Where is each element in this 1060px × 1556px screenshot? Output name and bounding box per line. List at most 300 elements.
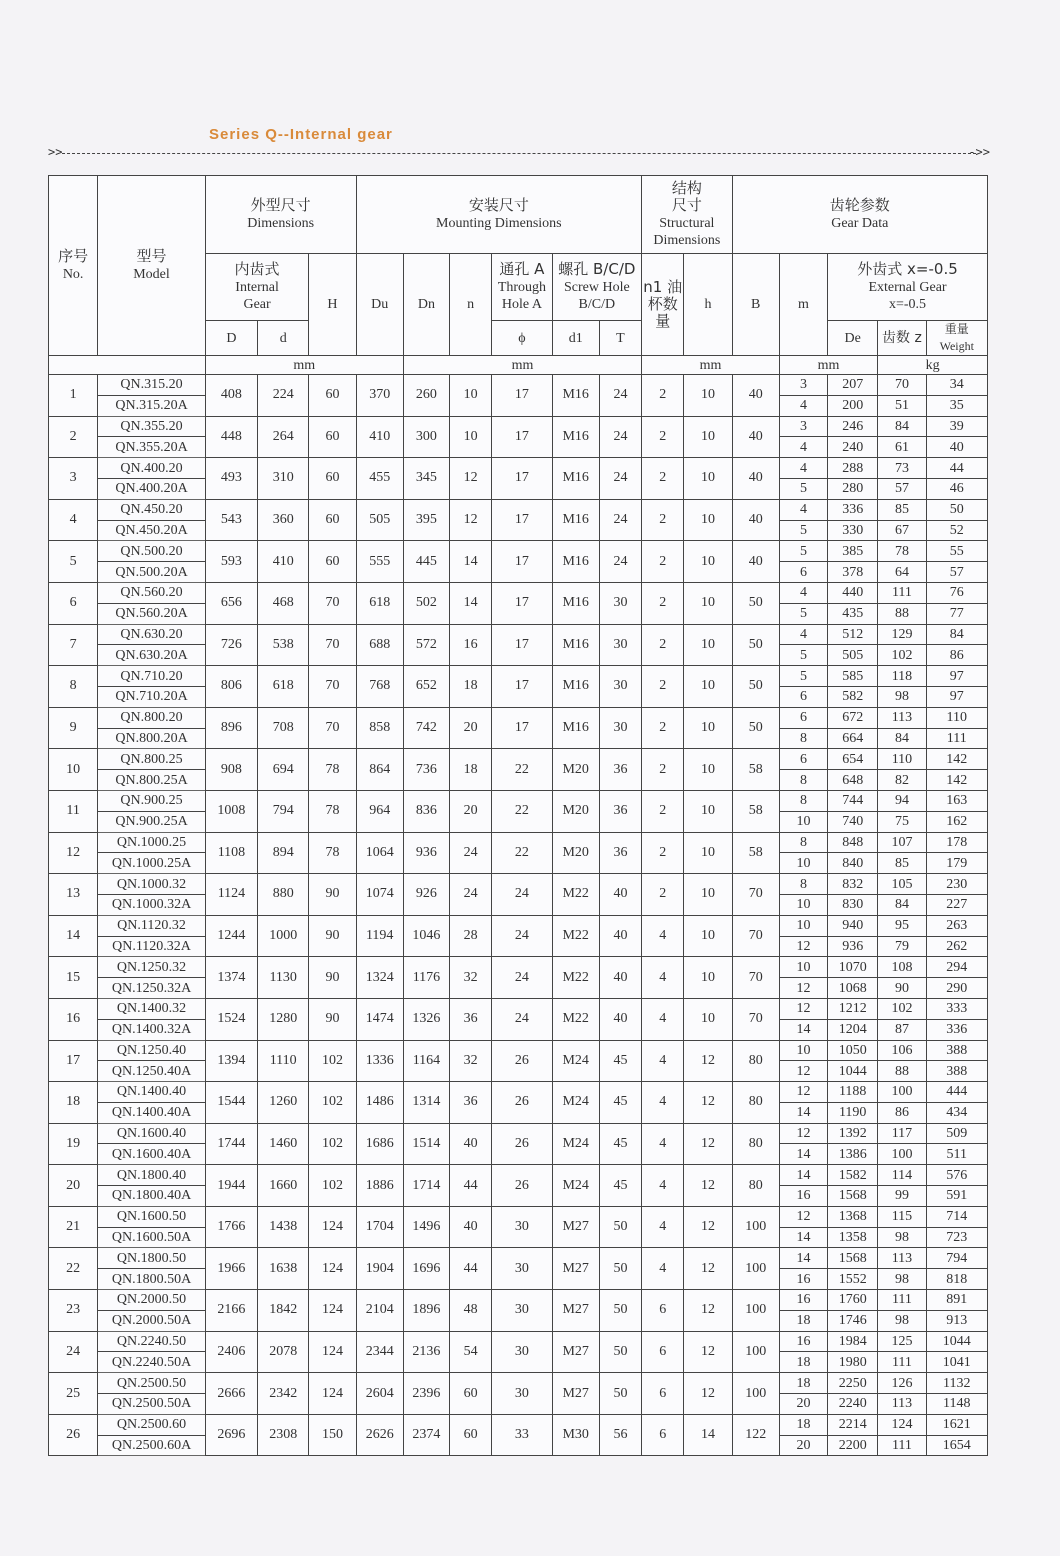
cell-n1: 2 xyxy=(642,874,684,916)
cell-b: 80 xyxy=(732,1165,779,1207)
cell-gear-weight: 723 xyxy=(926,1227,987,1248)
cell-phi: 22 xyxy=(492,790,552,832)
cell-t: 36 xyxy=(599,832,641,874)
cell-n: 18 xyxy=(450,749,492,791)
cell-gear-z: 111 xyxy=(878,582,926,603)
cell-n: 40 xyxy=(450,1123,492,1165)
cell-gear-de: 830 xyxy=(828,894,878,915)
header-n1-oil-cup: n1 油杯数量 xyxy=(642,254,684,356)
cell-n: 10 xyxy=(450,375,492,417)
cell-gear-de: 1552 xyxy=(828,1269,878,1290)
cell-dn: 2136 xyxy=(403,1331,449,1373)
cell-gear-de: 1070 xyxy=(828,957,878,978)
cell-gear-de: 1212 xyxy=(828,998,878,1019)
cell-model: QN.900.25 xyxy=(98,790,206,811)
cell-gear-m: 12 xyxy=(779,978,827,999)
cell-phi: 17 xyxy=(492,666,552,708)
cell-du: 505 xyxy=(356,499,403,541)
cell-d: 1744 xyxy=(205,1123,257,1165)
cell-d: 593 xyxy=(205,541,257,583)
cell-dn: 1176 xyxy=(403,957,449,999)
cell-gear-de: 1190 xyxy=(828,1102,878,1123)
cell-gear-m: 16 xyxy=(779,1269,827,1290)
cell-gear-m: 10 xyxy=(779,853,827,874)
cell-t: 24 xyxy=(599,541,641,583)
cell-h: 10 xyxy=(684,458,732,500)
cell-d: 726 xyxy=(205,624,257,666)
cell-gear-z: 78 xyxy=(878,541,926,562)
table-row xyxy=(49,582,988,603)
cell-d1: M16 xyxy=(552,541,599,583)
cell-gear-z: 100 xyxy=(878,1144,926,1165)
cell-no: 21 xyxy=(49,1206,98,1248)
cell-h: 12 xyxy=(684,1373,732,1415)
cell-phi: 17 xyxy=(492,707,552,749)
cell-phi: 26 xyxy=(492,1082,552,1124)
cell-model: QN.2240.50A xyxy=(98,1352,206,1373)
cell-gear-weight: 434 xyxy=(926,1102,987,1123)
cell-h: 10 xyxy=(684,832,732,874)
cell-gear-weight: 591 xyxy=(926,1186,987,1207)
cell-gear-m: 16 xyxy=(779,1186,827,1207)
cell-gear-de: 1568 xyxy=(828,1186,878,1207)
cell-dn: 572 xyxy=(403,624,449,666)
cell-gear-de: 840 xyxy=(828,853,878,874)
cell-h: 12 xyxy=(684,1206,732,1248)
cell-gear-de: 200 xyxy=(828,395,878,416)
cell-d: 1460 xyxy=(258,1123,309,1165)
cell-model: QN.900.25A xyxy=(98,811,206,832)
cell-n1: 2 xyxy=(642,458,684,500)
cell-model: QN.2500.50 xyxy=(98,1373,206,1394)
cell-gear-m: 4 xyxy=(779,499,827,520)
cell-gear-weight: 97 xyxy=(926,666,987,687)
cell-d: 2666 xyxy=(205,1373,257,1415)
cell-gear-de: 740 xyxy=(828,811,878,832)
cell-t: 30 xyxy=(599,624,641,666)
header-mounting: 安装尺寸 Mounting Dimensions xyxy=(356,176,642,254)
cell-gear-weight: 179 xyxy=(926,853,987,874)
cell-gear-de: 1386 xyxy=(828,1144,878,1165)
cell-n: 14 xyxy=(450,582,492,624)
cell-d1: M22 xyxy=(552,874,599,916)
cell-h: 90 xyxy=(309,957,356,999)
cell-gear-weight: 1044 xyxy=(926,1331,987,1352)
cell-model: QN.1800.40 xyxy=(98,1165,206,1186)
header-h: h xyxy=(684,254,732,356)
cell-n: 32 xyxy=(450,957,492,999)
cell-n1: 2 xyxy=(642,499,684,541)
cell-no: 15 xyxy=(49,957,98,999)
cell-n: 40 xyxy=(450,1206,492,1248)
cell-no: 17 xyxy=(49,1040,98,1082)
cell-gear-z: 61 xyxy=(878,437,926,458)
cell-model: QN.1120.32A xyxy=(98,936,206,957)
cell-du: 455 xyxy=(356,458,403,500)
cell-d1: M24 xyxy=(552,1082,599,1124)
cell-t: 45 xyxy=(599,1082,641,1124)
cell-d: 493 xyxy=(205,458,257,500)
cell-du: 410 xyxy=(356,416,403,458)
cell-model: QN.800.20A xyxy=(98,728,206,749)
header-screw-hole: 螺孔 B/C/D Screw Hole B/C/D xyxy=(552,254,642,321)
header-phi: ϕ xyxy=(492,321,552,356)
cell-gear-weight: 39 xyxy=(926,416,987,437)
cell-d: 694 xyxy=(258,749,309,791)
header-model: 型号 Model xyxy=(98,176,206,356)
cell-phi: 17 xyxy=(492,499,552,541)
cell-d: 468 xyxy=(258,582,309,624)
cell-model: QN.1400.32A xyxy=(98,1019,206,1040)
cell-du: 1474 xyxy=(356,998,403,1040)
cell-no: 12 xyxy=(49,832,98,874)
cell-d: 410 xyxy=(258,541,309,583)
cell-gear-weight: 263 xyxy=(926,915,987,936)
cell-d1: M30 xyxy=(552,1414,599,1456)
cell-gear-m: 4 xyxy=(779,437,827,458)
cell-gear-weight: 111 xyxy=(926,728,987,749)
cell-d: 1130 xyxy=(258,957,309,999)
cell-gear-de: 2200 xyxy=(828,1435,878,1456)
cell-gear-weight: 1148 xyxy=(926,1394,987,1415)
cell-gear-weight: 230 xyxy=(926,874,987,895)
cell-gear-weight: 46 xyxy=(926,478,987,499)
cell-gear-weight: 142 xyxy=(926,749,987,770)
table-row xyxy=(49,1206,988,1227)
cell-gear-z: 111 xyxy=(878,1290,926,1311)
cell-model: QN.1800.40A xyxy=(98,1186,206,1207)
cell-gear-de: 654 xyxy=(828,749,878,770)
cell-d: 264 xyxy=(258,416,309,458)
cell-dn: 652 xyxy=(403,666,449,708)
cell-n: 10 xyxy=(450,416,492,458)
cell-d: 360 xyxy=(258,499,309,541)
cell-d1: M16 xyxy=(552,375,599,417)
cell-model: QN.2500.60A xyxy=(98,1435,206,1456)
cell-gear-z: 95 xyxy=(878,915,926,936)
cell-d: 224 xyxy=(258,375,309,417)
cell-no: 22 xyxy=(49,1248,98,1290)
cell-n: 20 xyxy=(450,707,492,749)
cell-model: QN.1250.32 xyxy=(98,957,206,978)
cell-gear-de: 378 xyxy=(828,562,878,583)
cell-h: 10 xyxy=(684,375,732,417)
cell-du: 858 xyxy=(356,707,403,749)
cell-gear-m: 14 xyxy=(779,1227,827,1248)
cell-no: 2 xyxy=(49,416,98,458)
cell-dn: 1314 xyxy=(403,1082,449,1124)
cell-dn: 502 xyxy=(403,582,449,624)
cell-t: 24 xyxy=(599,458,641,500)
cell-no: 20 xyxy=(49,1165,98,1207)
cell-n1: 4 xyxy=(642,1165,684,1207)
cell-h: 70 xyxy=(309,666,356,708)
cell-gear-m: 18 xyxy=(779,1352,827,1373)
cell-d1: M20 xyxy=(552,832,599,874)
cell-no: 14 xyxy=(49,915,98,957)
cell-model: QN.800.20 xyxy=(98,707,206,728)
cell-d: 1544 xyxy=(205,1082,257,1124)
cell-model: QN.1800.50 xyxy=(98,1248,206,1269)
cell-gear-z: 117 xyxy=(878,1123,926,1144)
cell-gear-weight: 44 xyxy=(926,458,987,479)
cell-gear-de: 1568 xyxy=(828,1248,878,1269)
cell-n: 36 xyxy=(450,998,492,1040)
cell-h: 102 xyxy=(309,1165,356,1207)
cell-phi: 24 xyxy=(492,957,552,999)
cell-gear-de: 936 xyxy=(828,936,878,957)
cell-du: 1324 xyxy=(356,957,403,999)
table-row xyxy=(49,1373,988,1394)
cell-gear-weight: 163 xyxy=(926,790,987,811)
cell-gear-z: 125 xyxy=(878,1331,926,1352)
cell-d: 2078 xyxy=(258,1331,309,1373)
cell-h: 70 xyxy=(309,582,356,624)
cell-gear-de: 1188 xyxy=(828,1082,878,1103)
divider-left-arrow: >> xyxy=(48,145,63,159)
cell-gear-weight: 576 xyxy=(926,1165,987,1186)
cell-du: 1074 xyxy=(356,874,403,916)
cell-phi: 24 xyxy=(492,915,552,957)
cell-b: 50 xyxy=(732,624,779,666)
cell-dn: 742 xyxy=(403,707,449,749)
table-row xyxy=(49,499,988,520)
cell-d1: M20 xyxy=(552,790,599,832)
cell-gear-m: 20 xyxy=(779,1435,827,1456)
table-row xyxy=(49,1165,988,1186)
cell-gear-de: 512 xyxy=(828,624,878,645)
cell-phi: 24 xyxy=(492,998,552,1040)
cell-b: 80 xyxy=(732,1040,779,1082)
header-m: m xyxy=(779,254,827,356)
cell-phi: 30 xyxy=(492,1373,552,1415)
cell-n1: 4 xyxy=(642,957,684,999)
cell-d: 708 xyxy=(258,707,309,749)
cell-model: QN.1400.32 xyxy=(98,998,206,1019)
cell-d: 1638 xyxy=(258,1248,309,1290)
cell-gear-m: 10 xyxy=(779,957,827,978)
cell-n1: 6 xyxy=(642,1331,684,1373)
cell-du: 688 xyxy=(356,624,403,666)
cell-gear-de: 672 xyxy=(828,707,878,728)
cell-h: 10 xyxy=(684,541,732,583)
cell-phi: 24 xyxy=(492,874,552,916)
cell-gear-weight: 77 xyxy=(926,603,987,624)
cell-d: 2166 xyxy=(205,1290,257,1332)
cell-gear-weight: 55 xyxy=(926,541,987,562)
table-row xyxy=(49,1123,988,1144)
page-title: Series Q--Internal gear xyxy=(209,126,393,143)
cell-d1: M22 xyxy=(552,998,599,1040)
cell-model: QN.1000.32A xyxy=(98,894,206,915)
cell-model: QN.450.20 xyxy=(98,499,206,520)
header-H: H xyxy=(309,254,356,356)
cell-du: 2604 xyxy=(356,1373,403,1415)
cell-n: 20 xyxy=(450,790,492,832)
cell-gear-de: 288 xyxy=(828,458,878,479)
cell-b: 40 xyxy=(732,458,779,500)
cell-b: 40 xyxy=(732,416,779,458)
cell-gear-de: 280 xyxy=(828,478,878,499)
cell-gear-de: 2240 xyxy=(828,1394,878,1415)
cell-dn: 1496 xyxy=(403,1206,449,1248)
cell-phi: 17 xyxy=(492,416,552,458)
cell-n1: 2 xyxy=(642,375,684,417)
cell-t: 36 xyxy=(599,749,641,791)
table-row xyxy=(49,375,988,396)
cell-gear-m: 6 xyxy=(779,707,827,728)
cell-model: QN.1600.50A xyxy=(98,1227,206,1248)
cell-phi: 17 xyxy=(492,458,552,500)
table-row xyxy=(49,749,988,770)
cell-gear-m: 3 xyxy=(779,416,827,437)
cell-d: 310 xyxy=(258,458,309,500)
cell-phi: 33 xyxy=(492,1414,552,1456)
table-row xyxy=(49,624,988,645)
cell-model: QN.315.20 xyxy=(98,375,206,396)
cell-n1: 2 xyxy=(642,790,684,832)
cell-gear-m: 4 xyxy=(779,458,827,479)
cell-d: 1108 xyxy=(205,832,257,874)
cell-gear-de: 330 xyxy=(828,520,878,541)
cell-no: 16 xyxy=(49,998,98,1040)
cell-d1: M24 xyxy=(552,1040,599,1082)
header-gear-data: 齿轮参数 Gear Data xyxy=(732,176,987,254)
cell-n1: 4 xyxy=(642,1206,684,1248)
cell-t: 24 xyxy=(599,499,641,541)
cell-du: 1064 xyxy=(356,832,403,874)
cell-gear-z: 102 xyxy=(878,645,926,666)
cell-d1: M16 xyxy=(552,624,599,666)
cell-phi: 17 xyxy=(492,624,552,666)
header-Dn: Dn xyxy=(403,254,449,356)
cell-h: 10 xyxy=(684,749,732,791)
cell-gear-m: 12 xyxy=(779,1123,827,1144)
cell-gear-de: 832 xyxy=(828,874,878,895)
cell-d: 656 xyxy=(205,582,257,624)
cell-gear-de: 2214 xyxy=(828,1414,878,1435)
divider-line xyxy=(62,153,976,154)
cell-gear-m: 5 xyxy=(779,478,827,499)
cell-t: 45 xyxy=(599,1123,641,1165)
cell-h: 10 xyxy=(684,416,732,458)
cell-model: QN.2500.60 xyxy=(98,1414,206,1435)
cell-h: 78 xyxy=(309,749,356,791)
header-through-hole: 通孔 A Through Hole A xyxy=(492,254,552,321)
cell-d: 1280 xyxy=(258,998,309,1040)
cell-gear-z: 100 xyxy=(878,1082,926,1103)
cell-h: 102 xyxy=(309,1082,356,1124)
cell-model: QN.1000.32 xyxy=(98,874,206,895)
cell-model: QN.800.25A xyxy=(98,770,206,791)
cell-gear-weight: 86 xyxy=(926,645,987,666)
cell-dn: 445 xyxy=(403,541,449,583)
gear-spec-table xyxy=(48,175,988,1456)
cell-dn: 1696 xyxy=(403,1248,449,1290)
cell-no: 11 xyxy=(49,790,98,832)
cell-no: 9 xyxy=(49,707,98,749)
header-no: 序号 No. xyxy=(49,176,98,356)
cell-gear-weight: 511 xyxy=(926,1144,987,1165)
cell-t: 30 xyxy=(599,582,641,624)
cell-d: 1374 xyxy=(205,957,257,999)
cell-h: 10 xyxy=(684,874,732,916)
cell-n1: 4 xyxy=(642,1248,684,1290)
cell-gear-m: 12 xyxy=(779,1082,827,1103)
cell-b: 58 xyxy=(732,790,779,832)
table-row xyxy=(49,874,988,895)
cell-dn: 260 xyxy=(403,375,449,417)
cell-b: 40 xyxy=(732,499,779,541)
cell-h: 12 xyxy=(684,1040,732,1082)
cell-du: 1704 xyxy=(356,1206,403,1248)
cell-gear-weight: 40 xyxy=(926,437,987,458)
cell-no: 3 xyxy=(49,458,98,500)
cell-phi: 30 xyxy=(492,1331,552,1373)
cell-model: QN.2500.50A xyxy=(98,1394,206,1415)
cell-gear-z: 85 xyxy=(878,499,926,520)
divider-right-arrow: ->> xyxy=(968,145,990,159)
cell-gear-weight: 178 xyxy=(926,832,987,853)
cell-phi: 30 xyxy=(492,1290,552,1332)
cell-t: 56 xyxy=(599,1414,641,1456)
cell-t: 50 xyxy=(599,1206,641,1248)
cell-du: 2626 xyxy=(356,1414,403,1456)
cell-gear-m: 10 xyxy=(779,1040,827,1061)
cell-gear-weight: 444 xyxy=(926,1082,987,1103)
header-n: n xyxy=(450,254,492,356)
cell-gear-weight: 388 xyxy=(926,1040,987,1061)
cell-gear-de: 240 xyxy=(828,437,878,458)
unit-mm-structural: mm xyxy=(642,356,780,375)
table-row xyxy=(49,458,988,479)
cell-model: QN.1600.40A xyxy=(98,1144,206,1165)
cell-d: 1438 xyxy=(258,1206,309,1248)
cell-gear-z: 88 xyxy=(878,603,926,624)
cell-gear-de: 648 xyxy=(828,770,878,791)
cell-gear-m: 8 xyxy=(779,728,827,749)
cell-dn: 1514 xyxy=(403,1123,449,1165)
cell-gear-z: 118 xyxy=(878,666,926,687)
cell-model: QN.1600.50 xyxy=(98,1206,206,1227)
cell-gear-z: 70 xyxy=(878,375,926,396)
cell-gear-weight: 336 xyxy=(926,1019,987,1040)
cell-h: 78 xyxy=(309,832,356,874)
cell-gear-z: 99 xyxy=(878,1186,926,1207)
cell-gear-weight: 57 xyxy=(926,562,987,583)
cell-phi: 30 xyxy=(492,1206,552,1248)
cell-gear-m: 5 xyxy=(779,603,827,624)
cell-phi: 30 xyxy=(492,1248,552,1290)
cell-d: 448 xyxy=(205,416,257,458)
cell-gear-de: 246 xyxy=(828,416,878,437)
cell-d1: M16 xyxy=(552,416,599,458)
cell-n: 24 xyxy=(450,874,492,916)
cell-h: 124 xyxy=(309,1248,356,1290)
header-structural: 结构尺寸 Structural Dimensions xyxy=(642,176,732,254)
header-d1: d1 xyxy=(552,321,599,356)
cell-h: 12 xyxy=(684,1165,732,1207)
cell-h: 90 xyxy=(309,874,356,916)
cell-gear-z: 108 xyxy=(878,957,926,978)
cell-gear-z: 106 xyxy=(878,1040,926,1061)
cell-dn: 836 xyxy=(403,790,449,832)
cell-gear-m: 14 xyxy=(779,1102,827,1123)
cell-gear-z: 75 xyxy=(878,811,926,832)
cell-gear-z: 98 xyxy=(878,686,926,707)
cell-d: 1944 xyxy=(205,1165,257,1207)
cell-n: 28 xyxy=(450,915,492,957)
